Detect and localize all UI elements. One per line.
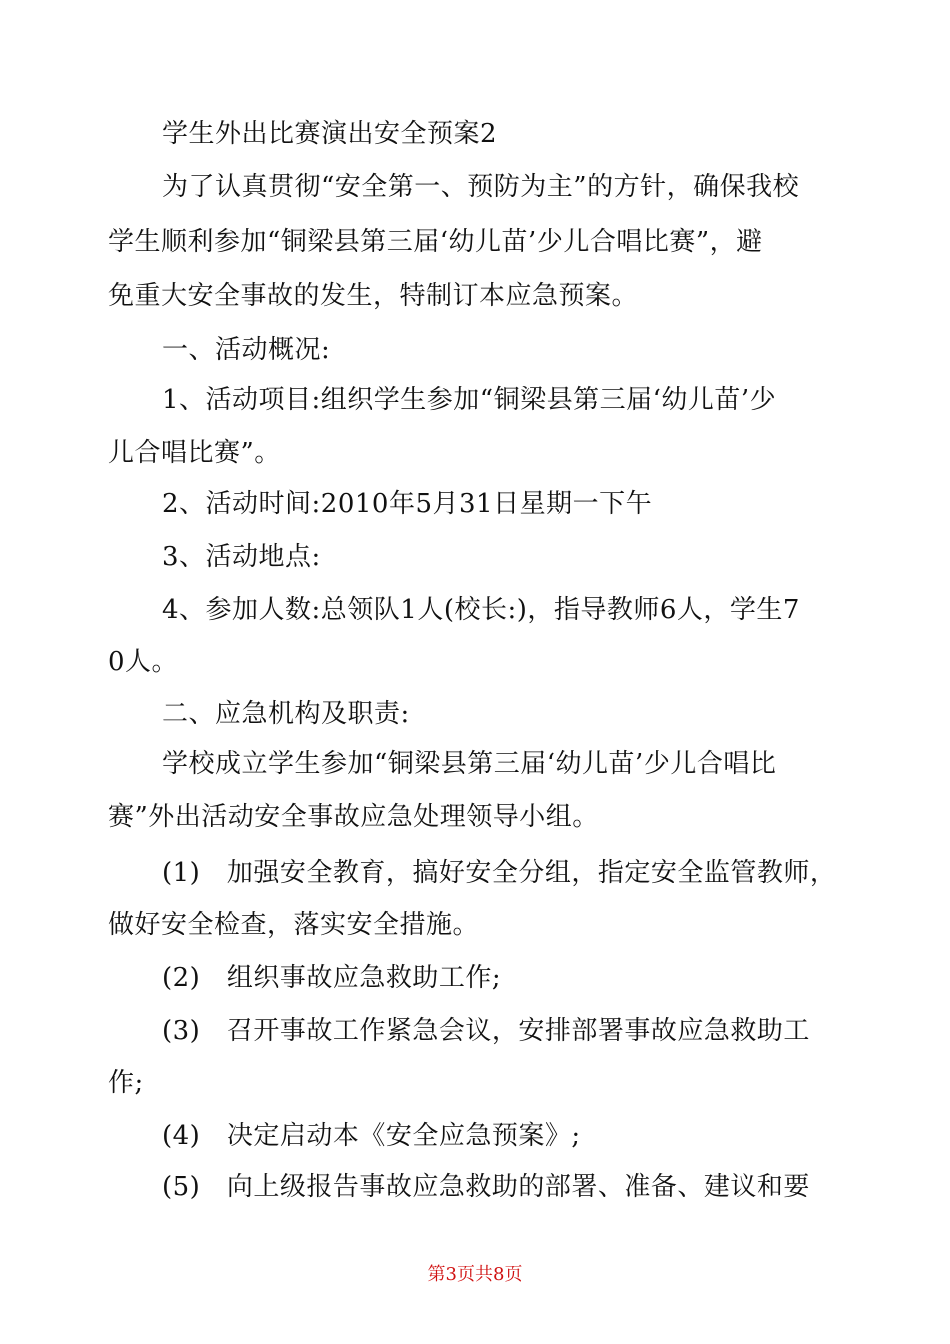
page-number: 第3页共8页 <box>427 1264 523 1285</box>
list-item-line: (3) 召开事故工作紧急会议，安排部署事故应急救助工 <box>162 1016 810 1046</box>
paragraph-line: 1、活动项目:组织学生参加“铜梁县第三届‘幼儿苗’少 <box>162 385 777 415</box>
paragraph-line: 学校成立学生参加“铜梁县第三届‘幼儿苗’少儿合唱比 <box>162 749 777 779</box>
list-item-line: (2) 组织事故应急救助工作; <box>162 963 502 993</box>
document-title: 学生外出比赛演出安全预案2 <box>162 119 498 149</box>
paragraph-line: 3、活动地点: <box>162 542 321 572</box>
paragraph-line: 2、活动时间:2010年5月31日星期一下午 <box>162 489 653 519</box>
paragraph-line: 学生顺利参加“铜梁县第三届‘幼儿苗’少儿合唱比赛”，避 <box>108 227 763 257</box>
list-item-line: (5) 向上级报告事故应急救助的部署、准备、建议和要 <box>162 1172 810 1202</box>
list-item-line: (4) 决定启动本《安全应急预案》; <box>162 1121 581 1151</box>
list-item-line: 做好安全检查，落实安全措施。 <box>108 910 480 940</box>
section-heading: 二、应急机构及职责: <box>162 699 410 729</box>
list-item-line: 作; <box>108 1068 144 1098</box>
paragraph-line: 为了认真贯彻“安全第一、预防为主”的方针，确保我校 <box>162 172 800 202</box>
paragraph-line: 儿合唱比赛”。 <box>108 438 281 468</box>
list-item-line: (1) 加强安全教育，搞好安全分组，指定安全监管教师， <box>162 858 837 888</box>
paragraph-line: 4、参加人数:总领队1人(校长:)，指导教师6人，学生7 <box>162 595 800 625</box>
paragraph-line: 赛”外出活动安全事故应急处理领导小组。 <box>108 802 599 832</box>
section-heading: 一、活动概况: <box>162 335 331 365</box>
paragraph-line: 0人。 <box>108 647 179 677</box>
paragraph-line: 免重大安全事故的发生，特制订本应急预案。 <box>108 281 639 311</box>
